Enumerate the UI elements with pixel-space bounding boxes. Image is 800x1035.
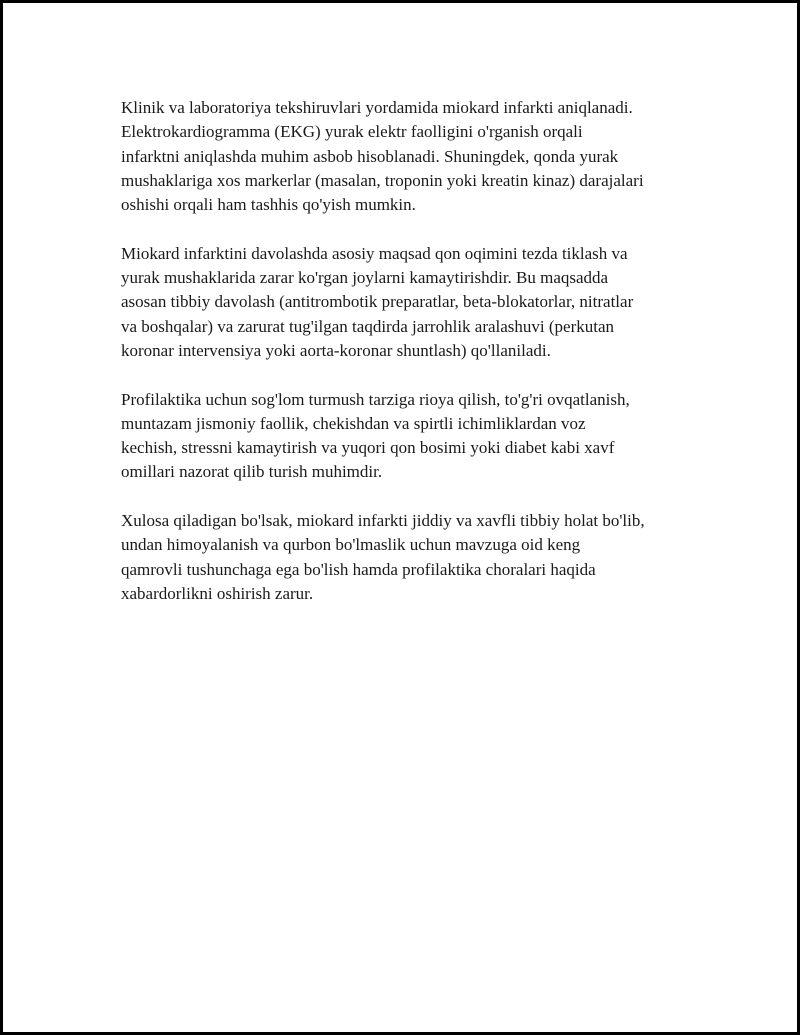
paragraph-treatment: Miokard infarktini davolashda asosiy maqsad qon oqimini tezda tiklash va yurak mushaklarida zarar ko'rgan joylarni kamaytirishdir. Bu maqsadda asosan tibbiy davolash (antitrombotik preparatlar, beta-blokatorlar, nitratlar va boshqalar) va zarurat tug'ilgan taqdirda jarrohlik aralashuvi (perkutan koronar intervensiya yoki aorta-koronar shuntlash) qo'llaniladi.: [121, 243, 634, 360]
paragraph-diagnosis: Klinik va laboratoriya tekshiruvlari yordamida miokard infarkti aniqlanadi. Elektrokardiogramma (EKG) yurak elektr faolligini o'rganish orqali infarktni aniqlashda muhim asbob hisoblanadi. Shuningdek, qonda yurak mushaklariga xos markerlar (masalan, troponin yoki kreatin kinaz) darajalari oshishi orqali ham tashhis qo'yish mumkin.: [121, 98, 644, 215]
paragraph-prevention: Profilaktika uchun sog'lom turmush tarziga rioya qilish, to'g'ri ovqatlanish, muntazam jismoniy faollik, chekishdan va spirtli ichimliklardan voz kechish, stressni kamaytirish va yuqori qon bosimi yoki diabet kabi xavf omillari nazorat qilib turish muhimdir.: [121, 389, 630, 482]
paragraph-conclusion: Xulosa qiladigan bo'lsak, miokard infarkti jiddiy va xavfli tibbiy holat bo'lib, undan himoyalanish va qurbon bo'lmaslik uchun mavzuga oid keng qamrovli tushunchaga ega bo'lish hamda profilaktika choralari haqida xabardorlikni oshirish zarur.: [121, 511, 645, 603]
document-body: [121, 96, 711, 631]
